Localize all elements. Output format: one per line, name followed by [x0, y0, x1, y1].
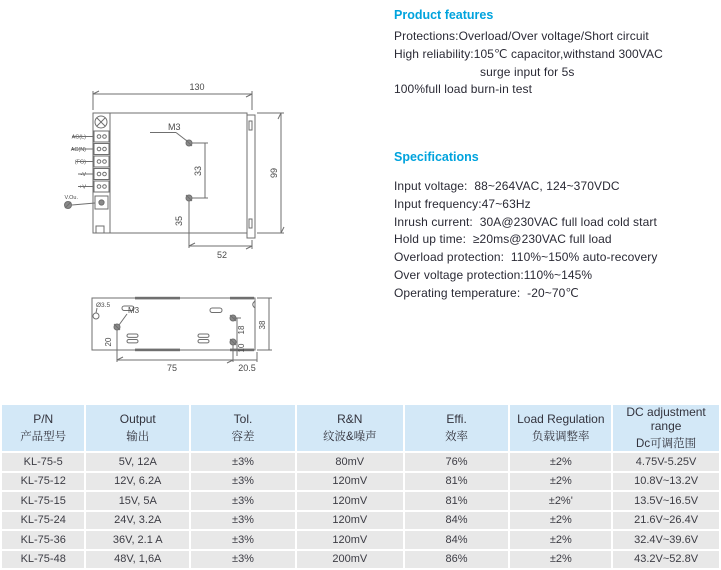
col-header-en: R&N	[337, 412, 363, 426]
col-header-zh: 纹波&噪声	[322, 431, 377, 443]
front-width-dim: 130	[189, 82, 205, 92]
technical-drawings	[0, 0, 360, 400]
bottom-right-upper-dim: 18	[237, 325, 246, 335]
spec-line: Input frequency:47~63Hz	[394, 196, 531, 211]
col-header-zh: 产品型号	[20, 431, 67, 443]
table-cell: 43.2V~52.8V	[613, 551, 719, 569]
col-header-tol	[191, 405, 295, 451]
product-features-section	[394, 8, 721, 99]
table-cell: 13.5V~16.5V	[613, 492, 719, 510]
spec-line: Operating temperature: -20~70℃	[394, 285, 580, 300]
col-header-load-regulation	[510, 405, 611, 451]
table-cell: 4.75V-5.25V	[613, 453, 719, 471]
table-cell: 120mV	[297, 512, 403, 530]
table-cell: KL-75-24	[2, 512, 84, 530]
table-cell: ±3%	[191, 531, 295, 549]
table-cell: 24V, 3.2A	[86, 512, 189, 530]
terminal-label-acn: AC(N)	[70, 147, 86, 153]
table-cell: ±3%	[191, 551, 295, 569]
table-cell: ±3%	[191, 492, 295, 510]
spec-line: Overload protection: 110%~150% auto-recovery	[394, 250, 658, 265]
front-view-drawing	[64, 82, 284, 260]
table-cell: 200mV	[297, 551, 403, 569]
table-cell: ±2%	[510, 531, 611, 549]
front-bottom-dim: 52	[216, 250, 228, 260]
product-features-title: Product features	[394, 8, 494, 22]
spec-line: Inrush current: 30A@230VAC full load cold start	[394, 214, 657, 229]
bottom-screw-label: M3	[128, 306, 140, 315]
spec-line: Input voltage: 88~264VAC, 124~370VDC	[394, 179, 620, 193]
table-cell: 120mV	[297, 492, 403, 510]
table-cell: 81%	[405, 492, 509, 510]
spec-table-body	[2, 453, 719, 568]
feature-line: Protections:Overload/Over voltage/Short circuit	[394, 29, 649, 43]
table-cell: 5V, 12A	[86, 453, 189, 471]
table-cell: ±3%	[191, 453, 295, 471]
specifications-section	[394, 150, 721, 303]
table-cell: 32.4V~39.6V	[613, 531, 719, 549]
table-header-row	[2, 405, 719, 451]
table-cell: 10.8V~13.2V	[613, 473, 719, 491]
bottom-right-offset-dim: 20.5	[238, 363, 256, 373]
table-cell: 76%	[405, 453, 509, 471]
bottom-bottom-dim: 75	[166, 363, 178, 373]
table-cell: KL-75-12	[2, 473, 84, 491]
table-cell: 21.6V~26.4V	[613, 512, 719, 530]
table-cell: 86%	[405, 551, 509, 569]
col-header-en: Tol.	[233, 412, 253, 426]
bottom-right-lower-dim: 10	[237, 343, 246, 353]
table-cell: KL-75-48	[2, 551, 84, 569]
col-header-en: Load Regulation	[517, 412, 605, 426]
feature-line: surge input for 5s	[480, 64, 575, 79]
table-cell: ±2%	[510, 473, 611, 491]
feature-line: 100%full load burn-in test	[394, 82, 533, 97]
terminal-label-negv: -V	[80, 172, 86, 178]
table-row	[2, 512, 719, 530]
col-header-rn	[297, 405, 403, 451]
table-row	[2, 473, 719, 491]
table-cell: ±2%	[510, 512, 611, 530]
col-header-en: Output	[119, 412, 156, 426]
table-cell: KL-75-15	[2, 492, 84, 510]
front-height-dim: 99	[269, 167, 279, 179]
table-row	[2, 531, 719, 549]
bottom-depth-dim: 38	[258, 320, 267, 330]
model-spec-table	[0, 403, 721, 570]
col-header-output	[86, 405, 189, 451]
spec-line: Hold up time: ≥20ms@230VAC full load	[394, 232, 612, 247]
table-cell: 15V, 5A	[86, 492, 189, 510]
table-cell: KL-75-5	[2, 453, 84, 471]
col-header-effi	[405, 405, 509, 451]
col-header-en: Effi.	[446, 412, 467, 426]
col-header-zh: 输出	[126, 431, 150, 443]
col-header-en: DC adjustment range	[626, 405, 706, 433]
col-header-pn	[2, 405, 84, 451]
table-cell: ±3%	[191, 512, 295, 530]
col-header-zh: 效率	[445, 431, 469, 443]
terminal-label-posv: +V	[79, 184, 86, 191]
bottom-view-drawing	[92, 297, 272, 373]
specifications-title: Specifications	[394, 150, 479, 164]
front-screw-label: M3	[168, 122, 181, 132]
col-header-zh: Dc可调范围	[636, 438, 697, 450]
table-cell: 12V, 6.2A	[86, 473, 189, 491]
col-header-zh: 容差	[231, 431, 255, 443]
bottom-hole-label: Ø3.5	[96, 302, 111, 309]
table-cell: 81%	[405, 473, 509, 491]
table-cell: 48V, 1,6A	[86, 551, 189, 569]
front-hole-pitch-dim: 33	[193, 165, 203, 177]
terminal-label-acl: AC(L)	[71, 134, 86, 141]
table-cell: ±2%	[510, 551, 611, 569]
table-row	[2, 453, 719, 471]
model-spec-table-section	[0, 403, 721, 570]
table-cell: 84%	[405, 512, 509, 530]
table-cell: ±2%'	[510, 492, 611, 510]
table-row	[2, 551, 719, 569]
table-cell: KL-75-36	[2, 531, 84, 549]
spec-line: Over voltage protection:110%~145%	[394, 267, 593, 282]
front-hole-offset-dim: 35	[174, 215, 184, 227]
bottom-left-dim: 20	[104, 337, 113, 347]
col-header-en: P/N	[33, 412, 54, 426]
table-cell: ±3%	[191, 473, 295, 491]
col-header-zh: 负载调整率	[532, 431, 590, 443]
terminal-label-vadj: V.Ou.	[64, 195, 78, 201]
feature-line: High reliability:105℃ capacitor,withstand 300VAC	[394, 46, 663, 61]
table-cell: 80mV	[297, 453, 403, 471]
table-cell: 36V, 2.1 A	[86, 531, 189, 549]
col-header-dc-adjustment-range	[613, 405, 719, 451]
table-row	[2, 492, 719, 510]
terminal-label-fg: (FG)	[74, 159, 86, 166]
table-cell: 120mV	[297, 531, 403, 549]
table-cell: 120mV	[297, 473, 403, 491]
table-cell: 84%	[405, 531, 509, 549]
table-cell: ±2%	[510, 453, 611, 471]
